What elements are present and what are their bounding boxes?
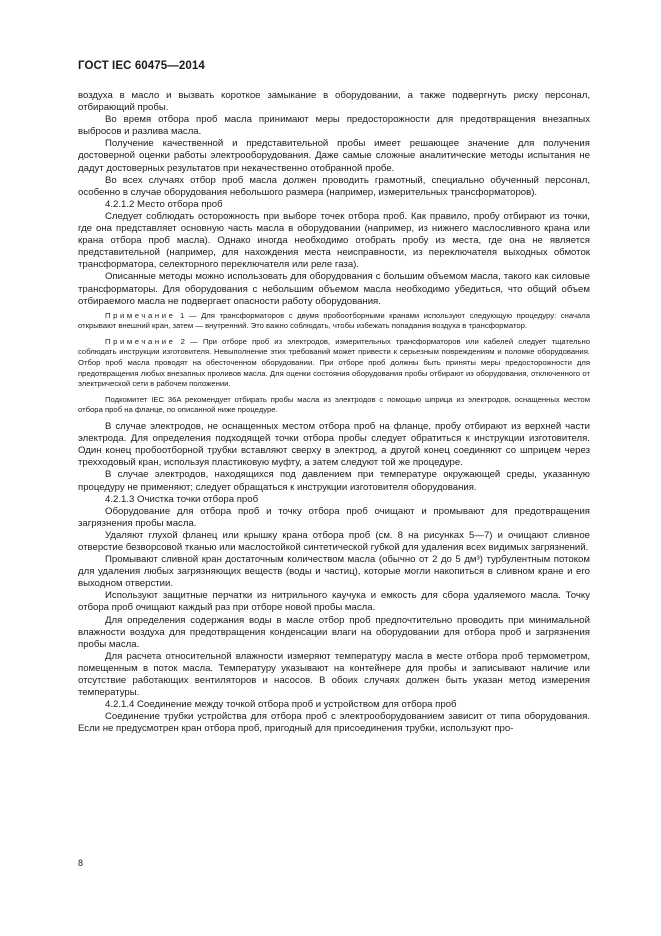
paragraph bbox=[78, 651, 590, 699]
paragraph-text: Для расчета относительной влажности измеряют температуру масла в месте отбора проб термометром, помещенным в поток масла. Температуру указывают на контейнере для пробы и записывают наличие или отсутствие работающих вентиляторов и насосов. В обоих случаях должен быть указан метод измерения температуры. bbox=[78, 650, 590, 699]
note-label: Примечание bbox=[105, 310, 176, 320]
paragraph-text: Во всех случаях отбор проб масла должен проводить грамотный, специально обученный персонал, особенно в случае оборудования небольшого размера (например, измерительных трансформаторов). bbox=[78, 174, 590, 198]
paragraph bbox=[78, 114, 590, 138]
paragraph-text: 2 — При отборе проб из электродов, измерительных трансформаторов или кабелей следует тщательно соблюдать инструкции изготовителя. Невыполнение этих требований может привести к серьезным повреждениям и поломке оборудования. Отбор проб масла проводят на обесточенном оборудовании. При отборе проб должны быть приняты меры предосторожности для предотвращения любых внезапных проливов масла. Для оценки состояния оборудования пробы отбирают из оборудования, отключенного от электрической сети в рабочем положении. bbox=[78, 336, 590, 389]
paragraph bbox=[78, 615, 590, 651]
paragraph-text: Промывают сливной кран достаточным количеством масла (обычно от 2 до 5 дм³) турбулентным потоком для удаления любых загрязняющих веществ (воды и частиц), которые могли накопиться в сливном кране и его выходном отверстии. bbox=[78, 554, 590, 590]
paragraph bbox=[78, 554, 590, 590]
paragraph-text: воздуха в масло и вызвать короткое замыкание в оборудовании, а также подвергнуть риску персонал, отбирающий пробы. bbox=[78, 90, 590, 114]
paragraph bbox=[78, 175, 590, 199]
paragraph bbox=[78, 211, 590, 271]
note-paragraph bbox=[78, 395, 590, 416]
paragraph-text: 4.2.1.3 Очистка точки отбора проб bbox=[105, 493, 259, 505]
paragraph-text: 1 — Для трансформаторов с двумя пробоотборными кранами используют следующую процедуру: сначала открывают внешний кран, затем — внутренний. Это важно соблюдать, чтобы избежать попадания воздуха в трансформатор. bbox=[78, 310, 590, 331]
note-paragraph bbox=[78, 337, 590, 390]
paragraph bbox=[78, 421, 590, 469]
document-page bbox=[78, 60, 590, 735]
paragraph bbox=[78, 138, 590, 174]
paragraph-text: Описанные методы можно использовать для оборудования с большим объемом масла, такого как силовые трансформаторы. Для оборудования с небольшим объемом масла необходимо убедиться, что общий объем отбираемого масла не подвергает опасности работу оборудования. bbox=[78, 271, 590, 307]
paragraph-text: Во время отбора проб масла принимают меры предосторожности для предотвращения внезапных выбросов и разлива масла. bbox=[78, 114, 590, 138]
paragraph-text: 4.2.1.2 Место отбора проб bbox=[105, 198, 223, 210]
paragraph bbox=[78, 530, 590, 554]
page-number: 8 bbox=[78, 858, 84, 868]
paragraph-text: Получение качественной и представительной пробы имеет решающее значение для получения достоверной оценки работы электрооборудования. Даже самые сложные аналитические методы испытания не дадут достоверных результатов при некачественно отобранной пробе. bbox=[78, 138, 590, 174]
paragraph-text: В случае электродов, находящихся под давлением при температуре окружающей среды, указанную процедуру не применяют; следует обращаться к инструкции изготовителя оборудования. bbox=[78, 469, 590, 493]
paragraph bbox=[78, 90, 590, 114]
paragraph bbox=[78, 271, 590, 307]
section-heading bbox=[78, 699, 590, 711]
paragraph-text: Для определения содержания воды в масле отбор проб предпочтительно проводить при минимальной влажности воздуха для предотвращения конденсации влаги на оборудовании для отбора проб и загрязнения пробы масла. bbox=[78, 614, 590, 650]
section-heading bbox=[78, 199, 590, 211]
note-paragraph bbox=[78, 311, 590, 332]
paragraph bbox=[78, 590, 590, 614]
section-heading bbox=[78, 494, 590, 506]
paragraph-text: В случае электродов, не оснащенных местом отбора проб на фланце, пробу отбирают из верхней части электрода. Для определения подходящей точки отбора пробы следует обратиться к инструкции изготовителя. Один конец пробоотборной трубки вставляют сверху в электрод, а другой конец соединяют со шприцем через трехходовый кран, используя пластиковую муфту, а затем следуют той же процедуре. bbox=[78, 421, 590, 469]
paragraph-text: Подкомитет IEC 36A рекомендует отбирать пробы масла из электродов с помощью шприца из электродов, оснащенных местом отбора проб на фланце, по описанной ниже процедуре. bbox=[78, 394, 590, 415]
document-body bbox=[78, 90, 590, 735]
note-label: Примечание bbox=[105, 336, 176, 346]
paragraph bbox=[78, 469, 590, 493]
paragraph bbox=[78, 711, 590, 735]
paragraph-text: Используют защитные перчатки из нитрильного каучука и емкость для сбора удаляемого масла. Точку отбора проб очищают каждый раз при отборе новой пробы масла. bbox=[78, 590, 590, 614]
paragraph-text: Оборудование для отбора проб и точку отбора проб очищают и промывают для предотвращения загрязнения пробы масла. bbox=[78, 505, 590, 529]
paragraph-text: Удаляют глухой фланец или крышку крана отбора проб (см. 8 на рисунках 5—7) и очищают сливное отверстие безворсовой тканью или маслостойкой синтетической губкой для удаления всех видимых загрязнений. bbox=[78, 529, 590, 553]
paragraph-text: Соединение трубки устройства для отбора проб с электрооборудованием зависит от типа оборудования. Если не предусмотрен кран отбора проб, пригодный для присоединения трубки, используют про- bbox=[78, 711, 590, 735]
paragraph-text: Следует соблюдать осторожность при выборе точек отбора проб. Как правило, пробу отбирают из точки, где она представляет основную часть масла в оборудовании (например, из нижнего маслосливного крана или крана отбора проб масла). Однако иногда необходимо отобрать пробу из места, где она не является представительной (например, для нахождения места неисправности, из переключателя выходных обмоток трансформатора, селекторного переключателя или реле газа). bbox=[78, 210, 590, 271]
paragraph-text: 4.2.1.4 Соединение между точкой отбора проб и устройством для отбора проб bbox=[105, 699, 457, 711]
paragraph bbox=[78, 506, 590, 530]
document-header: ГОСТ IEC 60475—2014 bbox=[78, 60, 205, 72]
